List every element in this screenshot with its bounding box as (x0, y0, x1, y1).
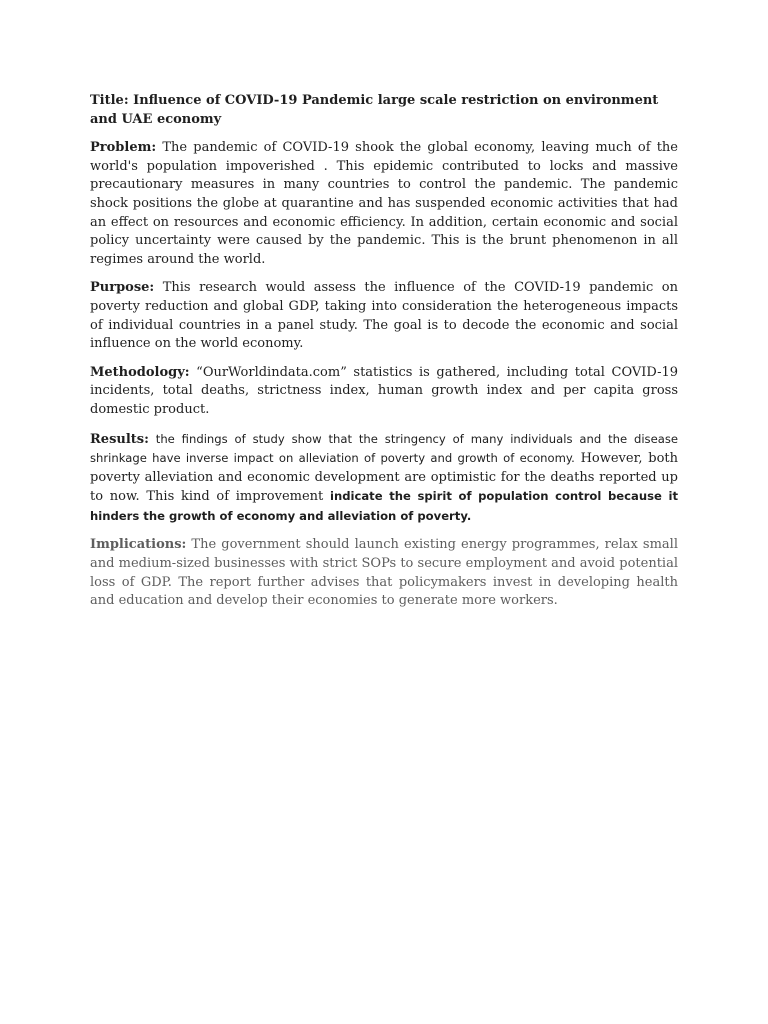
results-label: Results: (90, 431, 149, 447)
purpose-label: Purpose: (90, 280, 155, 296)
results-text-intro: the findings of study show that (148, 431, 359, 446)
problem-label: Problem: (90, 140, 157, 156)
implications-text: The government should launch existing energy programmes, relax small and medium-sized businesses with strict SOPs to secure employment and avoid potential loss of GDP. The report further advises that policymakers invest in developing health and education and develop their economies to generate more workers. (90, 537, 678, 609)
methodology-paragraph (90, 364, 678, 420)
document-title: Title: Influence of COVID-19 Pandemic large scale restriction on environment and UAE economy (90, 93, 659, 127)
results-text-conclusion: indicate the spirit of population control because it hinders the growth of economy and alleviation of poverty. (90, 489, 678, 523)
problem-paragraph (90, 139, 678, 269)
implications-paragraph (90, 536, 678, 610)
results-text-finding: the stringency of many individuals and the disease shrinkage have inverse impact on alleviation of poverty and growth of economy. (90, 431, 679, 466)
results-text-however: However, both poverty alleviation and economic development are optimistic for the deaths reported up to now. This kind of improvement (90, 451, 679, 505)
methodology-text: “OurWorldindata.com” statistics is gathered, including total COVID-19 incidents, total deaths, strictness index, human growth index and per capita gross domestic product. (90, 364, 678, 417)
purpose-text: This research would assess the influence of the COVID-19 pandemic on poverty reduction and global GDP, taking into consideration the heterogeneous impacts of individual countries in a panel study. The goal is to decode the economic and social influence on the world economy. (90, 280, 678, 352)
methodology-label: Methodology: (90, 364, 190, 380)
document-page (90, 92, 678, 621)
results-paragraph (90, 430, 678, 527)
implications-label: Implications: (90, 537, 187, 553)
problem-text: The pandemic of COVID-19 shook the global economy, leaving much of the world's population impoverished . This epidemic contributed to locks and massive precautionary measures in many countries to control the pandemic. The pandemic shock positions the globe at quarantine and has suspended economic activities that had an effect on resources and economic efficiency. In addition, certain economic and social policy uncertainty were caused by the pandemic. This is the brunt phenomenon in all regimes around the world. (90, 140, 678, 267)
purpose-paragraph (90, 279, 678, 353)
